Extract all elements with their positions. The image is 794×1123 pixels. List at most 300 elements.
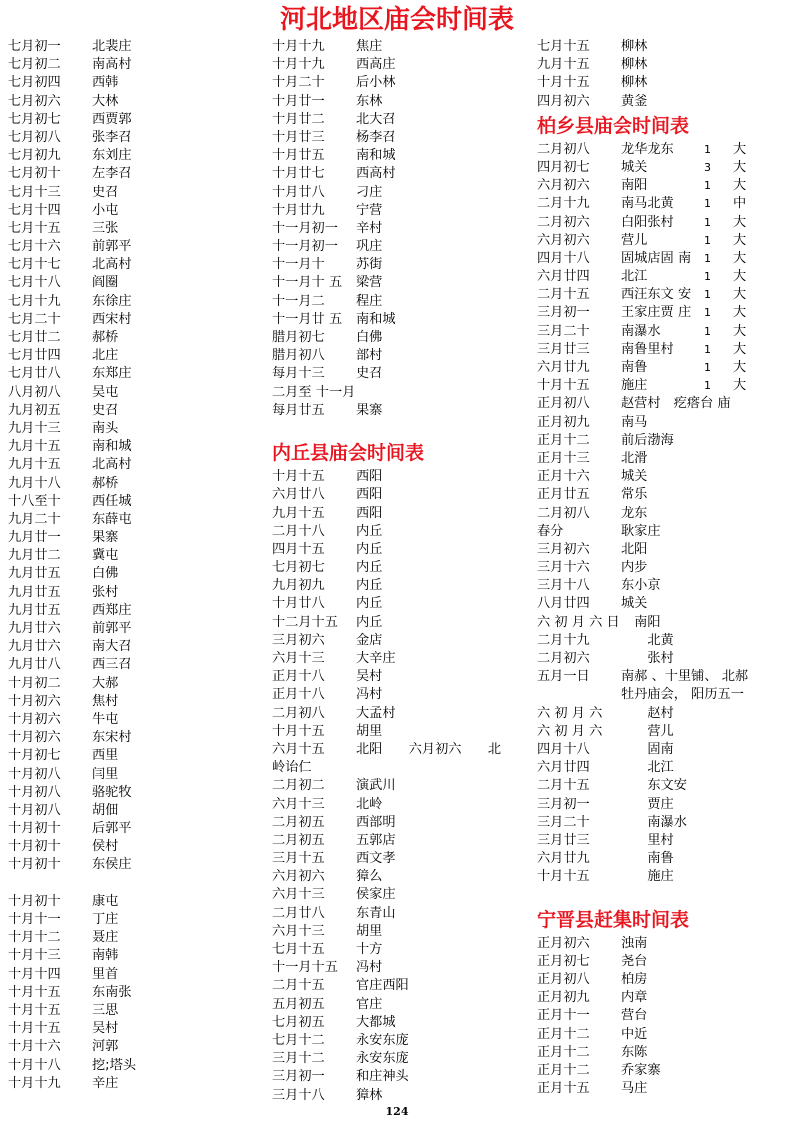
fair-date: 七月初八: [8, 129, 61, 145]
schedule-row: [272, 111, 534, 129]
spacer: [8, 875, 263, 893]
fair-place: 史召: [92, 184, 119, 200]
fair-date: 六月初六: [272, 869, 325, 885]
fair-count: 1: [704, 197, 711, 211]
schedule-row: [8, 493, 263, 511]
fair-date: 二月初六: [537, 651, 590, 666]
schedule-row: [537, 541, 792, 559]
fair-date: 三月十八: [272, 1087, 325, 1103]
schedule-row: [272, 329, 534, 347]
fair-place: 骆驼牧: [92, 784, 132, 800]
fair-place: 西郑庄: [92, 602, 132, 618]
fair-date: 七月初六: [8, 93, 61, 109]
schedule-row: [8, 620, 263, 638]
fair-date: 十月十五: [537, 378, 590, 394]
fair-count: 1: [704, 233, 711, 247]
schedule-row: [272, 1068, 534, 1086]
fair-size: 大: [733, 159, 747, 175]
schedule-row: [8, 38, 263, 56]
fair-size: 大: [733, 341, 747, 357]
fair-date: 三月廿三: [537, 832, 590, 848]
fair-place: 阎圈: [92, 275, 119, 291]
schedule-row: [537, 595, 792, 613]
schedule-row: [272, 595, 534, 613]
schedule-row: [537, 1044, 792, 1062]
fair-place: 固南: [621, 741, 674, 757]
fair-place: 南大召: [92, 639, 132, 655]
fair-place: 城关: [621, 469, 648, 485]
fair-place: 东宋村: [92, 730, 132, 746]
fair-date: 六月廿四: [537, 269, 590, 285]
fair-place: 北高村: [92, 257, 132, 273]
fair-date: 十月十二: [8, 930, 61, 946]
schedule-row: [272, 577, 534, 595]
schedule-row: [537, 141, 792, 159]
schedule-row: [8, 238, 263, 256]
fair-place: 冯村: [356, 960, 383, 976]
fair-place: 常乐: [621, 487, 648, 503]
fair-date: 十月廿三: [272, 129, 325, 145]
spacer: [537, 886, 792, 904]
fair-size: 大: [733, 287, 747, 303]
schedule-row: [272, 832, 534, 850]
fair-date: 春分: [537, 523, 564, 539]
fair-date: 六月廿九: [537, 851, 590, 867]
fair-place: 金店: [356, 632, 383, 648]
fair-place: 马庄: [621, 1081, 648, 1097]
schedule-row: [8, 329, 263, 347]
fair-date: 正月初九: [537, 990, 590, 1006]
fair-date: 八月廿四: [537, 596, 590, 612]
fair-date: 正月十八: [272, 669, 325, 685]
schedule-row: [272, 165, 534, 183]
schedule-row: [537, 377, 792, 395]
fair-date: 十一月初一: [272, 220, 338, 236]
fair-place: 西高庄: [356, 57, 396, 73]
fair-date: 十月初十: [8, 839, 61, 855]
fair-date: 九月十五: [8, 439, 61, 455]
fair-date: 六月廿四: [537, 760, 590, 776]
schedule-row: [272, 705, 534, 723]
fair-place: 大辛庄: [356, 651, 396, 666]
fair-place: 刁庄: [356, 184, 383, 200]
fair-place: 辛庄: [92, 1075, 119, 1091]
schedule-row: [8, 184, 263, 202]
fair-place: 北高村: [92, 457, 132, 473]
fair-date: 二月十五: [537, 287, 590, 303]
schedule-row: [8, 129, 263, 147]
schedule-row: [537, 850, 792, 868]
schedule-row: [272, 1087, 534, 1105]
fair-date: 十一月初一: [272, 239, 338, 255]
fair-place: 胡里: [356, 723, 383, 739]
fair-place: 牛屯: [92, 711, 119, 727]
fair-place: 西宋村: [92, 311, 132, 327]
fair-date: 十月初十: [8, 821, 61, 837]
fair-place: 西贾郭: [92, 111, 132, 127]
schedule-row: [537, 1007, 792, 1025]
schedule-row: [272, 147, 534, 165]
schedule-row: [537, 93, 792, 111]
schedule-row: [272, 559, 534, 577]
fair-date: 十月十六: [8, 1039, 61, 1055]
fair-place: 西阳: [356, 469, 383, 485]
fair-date: 二月初八: [537, 505, 590, 521]
schedule-row: [537, 414, 792, 432]
schedule-row: [8, 984, 263, 1002]
fair-date: 六月初六: [537, 178, 590, 194]
schedule-row: [8, 111, 263, 129]
fair-date: 七月十五: [272, 942, 325, 957]
fair-place: 赵村: [621, 705, 674, 721]
fair-date: 十月廿八: [272, 596, 325, 612]
fair-date: 十月十五: [272, 723, 325, 739]
schedule-row: [537, 989, 792, 1007]
fair-place: 龙东: [621, 505, 648, 521]
schedule-row: [8, 838, 263, 856]
fair-place: 大孟村: [356, 705, 396, 721]
schedule-row: [272, 923, 534, 941]
fair-date: 七月十四: [8, 202, 61, 218]
schedule-row: [8, 929, 263, 947]
fair-place: 南和城: [356, 148, 396, 164]
fair-place: 南鲁: [621, 851, 674, 867]
fair-date: 十月十五: [272, 469, 325, 485]
fair-date: 正月初九: [537, 414, 590, 430]
fair-size: 大: [733, 269, 747, 285]
fair-place: 北黄: [621, 632, 674, 648]
fair-place: 前郭平: [92, 239, 132, 255]
fair-date: 七月初四: [8, 75, 61, 91]
fair-size: 大: [733, 360, 747, 375]
fair-place: 杨李召: [356, 129, 396, 145]
schedule-row: [8, 456, 263, 474]
fair-date: 十一月廿 五: [272, 311, 343, 327]
fair-place: 王家庄贾 庄: [621, 305, 692, 321]
fair-count: 1: [704, 215, 711, 229]
fair-date: 七月初十: [8, 166, 61, 182]
fair-place: 南马北黄: [621, 196, 674, 212]
fair-date: 十月初六: [8, 711, 61, 727]
section-heading: 宁晋县赶集时间表: [537, 908, 690, 931]
fair-date: 正月十一: [537, 1008, 590, 1024]
fair-date: 岭诒仁: [272, 760, 312, 776]
fair-date: 七月廿四: [8, 348, 61, 364]
fair-place: 柏房: [621, 972, 648, 987]
schedule-row: [8, 529, 263, 547]
schedule-row: [272, 468, 534, 486]
fair-place: 大郝: [92, 675, 119, 691]
schedule-row: [272, 632, 534, 650]
page-title: 河北地区庙会时间表: [279, 5, 514, 35]
fair-date: 十月初八: [8, 802, 61, 818]
fair-date: 六 初 月 六 日: [537, 614, 620, 630]
fair-date: 十月廿七: [272, 166, 325, 182]
schedule-row: [537, 214, 792, 232]
fair-date: 四月十五: [272, 541, 325, 557]
schedule-row: [8, 74, 263, 92]
fair-date: 三月二十: [537, 323, 590, 339]
schedule-row: [537, 577, 792, 595]
schedule-row: [272, 796, 534, 814]
fair-date: 十月十九: [8, 1075, 61, 1091]
schedule-row: [8, 711, 263, 729]
schedule-row: [272, 541, 534, 559]
fair-date: 七月十三: [8, 184, 61, 200]
fair-place: 营台: [621, 1008, 648, 1024]
fair-date: 十月廿二: [272, 111, 325, 127]
schedule-row: [8, 547, 263, 565]
schedule-row: [537, 559, 792, 577]
section-heading: 柏乡县庙会时间表: [537, 114, 690, 137]
fair-place: 永安东庞: [356, 1051, 409, 1067]
fair-date: 七月十五: [537, 39, 590, 54]
fair-date: 七月二十: [8, 311, 61, 327]
schedule-row: [8, 693, 263, 711]
fair-place: 西阳: [356, 487, 383, 503]
fair-place: 固城店固 南: [621, 250, 692, 266]
fair-place: 白阳张村: [621, 214, 674, 230]
schedule-row: [8, 56, 263, 74]
fair-place: 聂庄: [92, 930, 119, 946]
fair-place: 西任城: [92, 493, 132, 509]
schedule-row: [272, 311, 534, 329]
schedule-row: [8, 256, 263, 274]
schedule-row: [272, 1014, 534, 1032]
fair-place: 左李召: [92, 166, 132, 182]
schedule-row: [537, 650, 792, 668]
fair-place: 前后渤海: [621, 432, 674, 448]
fair-place: 赵营村 疙瘩台 庙: [621, 396, 731, 412]
fair-place: 史召: [92, 402, 119, 418]
schedule-row: [537, 250, 792, 268]
fair-place: 和庄神头: [356, 1069, 409, 1085]
fair-place: 后郭平: [92, 821, 132, 837]
page-number: 124: [385, 1105, 409, 1118]
fair-date: 十月十九: [272, 57, 325, 73]
fair-place: 南韩: [92, 948, 119, 964]
fair-place: 西韩: [92, 75, 119, 91]
fair-date: 十月十一: [8, 912, 61, 927]
fair-count: 1: [704, 324, 711, 338]
schedule-row: [272, 977, 534, 995]
schedule-row: [272, 220, 534, 238]
schedule-row: [537, 686, 792, 704]
schedule-row: [272, 723, 534, 741]
schedule-row: [8, 475, 263, 493]
fair-date: 每月廿五: [272, 402, 325, 418]
fair-place: 挖;塔头: [92, 1057, 137, 1073]
fair-date: 四月初六: [537, 93, 590, 109]
schedule-row: [537, 723, 792, 741]
fair-date: 七月初二: [8, 57, 61, 73]
fair-date: 十月十五: [8, 984, 61, 1000]
fair-date: 十月廿九: [272, 202, 325, 218]
fair-date: 七月十九: [8, 293, 61, 309]
fair-place: 东小京: [621, 578, 661, 594]
fair-place: 郝桥: [92, 475, 119, 491]
schedule-row: [272, 668, 534, 686]
fair-date: 十月十五: [537, 869, 590, 885]
fair-place: 北江: [621, 269, 648, 285]
schedule-row: [537, 323, 792, 341]
schedule-row: [8, 802, 263, 820]
fair-date: 七月十二: [272, 1032, 325, 1048]
fair-date: 七月初七: [272, 560, 325, 576]
fair-date: 六月十三: [272, 796, 325, 812]
fair-place: 三张: [92, 220, 119, 236]
fair-place: 东郑庄: [92, 366, 132, 382]
fair-place: 小屯: [92, 202, 119, 218]
fair-place: 永安东庞: [356, 1032, 409, 1048]
fair-date: 九月廿五: [8, 584, 61, 600]
fair-place: 北江: [621, 760, 674, 776]
schedule-row: [272, 486, 534, 504]
schedule-row: [272, 238, 534, 256]
fair-place: 内章: [621, 990, 648, 1006]
fair-place: 冯村: [356, 687, 383, 703]
fair-date: 九月十五: [8, 457, 61, 473]
schedule-row: [8, 784, 263, 802]
schedule-row: [8, 347, 263, 365]
fair-place: 白佛: [356, 330, 383, 345]
fair-place: 河郭: [92, 1039, 119, 1055]
fair-place: 张李召: [92, 129, 132, 145]
schedule-row: [272, 56, 534, 74]
fair-count: 1: [704, 288, 711, 302]
schedule-row: [8, 1002, 263, 1020]
fair-place: 东青山: [356, 905, 396, 921]
fair-place: 侯家庄: [356, 887, 396, 903]
fair-place: 西三召: [92, 657, 132, 673]
fair-date: 十月十三: [8, 948, 61, 964]
fair-place: 内丘: [356, 541, 383, 557]
schedule-row: [8, 438, 263, 456]
schedule-row: [537, 268, 792, 286]
schedule-row: [537, 395, 792, 413]
fair-date: 正月初八: [537, 396, 590, 412]
fair-place: 丁庄: [92, 912, 119, 927]
fair-place: 南高村: [92, 57, 132, 73]
fair-place: 贾庄: [621, 796, 674, 812]
fair-place: 史召: [356, 366, 383, 382]
fair-place: 巩庄: [356, 239, 383, 255]
fair-date: 十月廿一: [272, 93, 325, 109]
schedule-row: [8, 584, 263, 602]
fair-date: 正月十二: [537, 432, 590, 448]
fair-date: 四月十八: [537, 741, 590, 757]
fair-date: 正月初八: [537, 972, 590, 987]
fair-place: 獐林: [356, 1087, 383, 1103]
fair-date: 二月廿八: [272, 905, 325, 921]
schedule-row: [537, 953, 792, 971]
fair-date: 正月初六: [537, 935, 590, 951]
schedule-row: [272, 941, 534, 959]
fair-date: 十月初八: [8, 784, 61, 800]
schedule-row: [8, 675, 263, 693]
fair-size: 大: [733, 232, 747, 248]
fair-date: 六月十五: [272, 741, 325, 757]
column-1: [8, 38, 263, 1093]
schedule-row: [272, 905, 534, 923]
fair-place: 南头: [92, 420, 119, 436]
schedule-row: [537, 432, 792, 450]
fair-place: 程庄: [356, 293, 383, 309]
fair-place: 侯村: [92, 839, 119, 855]
schedule-row: [8, 1038, 263, 1056]
schedule-row: [537, 832, 792, 850]
fair-date: 六月十三: [272, 651, 325, 666]
fair-place: 南鲁里村: [621, 341, 674, 357]
fair-place: 北滑: [621, 450, 648, 466]
fair-place: 柳林: [621, 39, 648, 54]
schedule-row: [537, 796, 792, 814]
schedule-row: [272, 650, 534, 668]
fair-date: 九月廿二: [8, 548, 61, 564]
fair-date: 九月初五: [8, 402, 61, 418]
schedule-row: [537, 814, 792, 832]
fair-place: 梁营: [356, 275, 383, 291]
fair-date: 十月廿五: [272, 148, 325, 164]
fair-place: 吴村: [356, 669, 383, 685]
fair-date: 正月廿五: [537, 487, 590, 503]
schedule-row: [272, 868, 534, 886]
fair-place: 营儿: [621, 723, 674, 739]
fair-date: 三月十六: [537, 560, 590, 576]
schedule-row: [8, 856, 263, 874]
schedule-row: [537, 450, 792, 468]
schedule-row: [8, 656, 263, 674]
schedule-row: [8, 766, 263, 784]
fair-date: 十一月十: [272, 257, 325, 273]
schedule-row: [537, 668, 792, 686]
fair-place: 五郭店: [356, 832, 396, 848]
fair-place: 郝桥: [92, 330, 119, 345]
section-heading: 内丘县庙会时间表: [272, 442, 425, 465]
fair-place: 闫里: [92, 766, 119, 782]
schedule-row: [272, 1032, 534, 1050]
fair-date: 六月十三: [272, 887, 325, 903]
schedule-row: [537, 632, 792, 650]
fair-place: 南和城: [356, 311, 396, 327]
fair-date: 二月十五: [272, 978, 325, 994]
fair-date: 二月初五: [272, 832, 325, 848]
fair-date: 二月初八: [537, 141, 590, 157]
fair-date: 十月二十: [272, 75, 325, 91]
fair-size: 大: [733, 141, 747, 157]
fair-date: 十月初八: [8, 766, 61, 782]
schedule-row: [8, 384, 263, 402]
fair-date: 二月初六: [537, 214, 590, 230]
fair-place: 焦村: [92, 693, 119, 709]
fair-place: 里村: [621, 832, 674, 848]
fair-date: 七月廿二: [8, 330, 61, 345]
fair-count: 3: [704, 160, 711, 174]
fair-place: 张村: [92, 584, 119, 600]
fair-date: 正月十八: [272, 687, 325, 703]
schedule-row: [272, 886, 534, 904]
fair-place: 内丘: [356, 578, 383, 594]
spacer: [272, 420, 534, 438]
fair-date: 九月廿五: [8, 602, 61, 618]
fair-count: 1: [704, 142, 711, 156]
schedule-row: [272, 38, 534, 56]
schedule-row: [8, 893, 263, 911]
fair-place: 内丘: [356, 560, 383, 576]
schedule-row: [537, 38, 792, 56]
fair-date: 二月十九: [537, 196, 590, 212]
fair-place: 后小林: [356, 75, 396, 91]
